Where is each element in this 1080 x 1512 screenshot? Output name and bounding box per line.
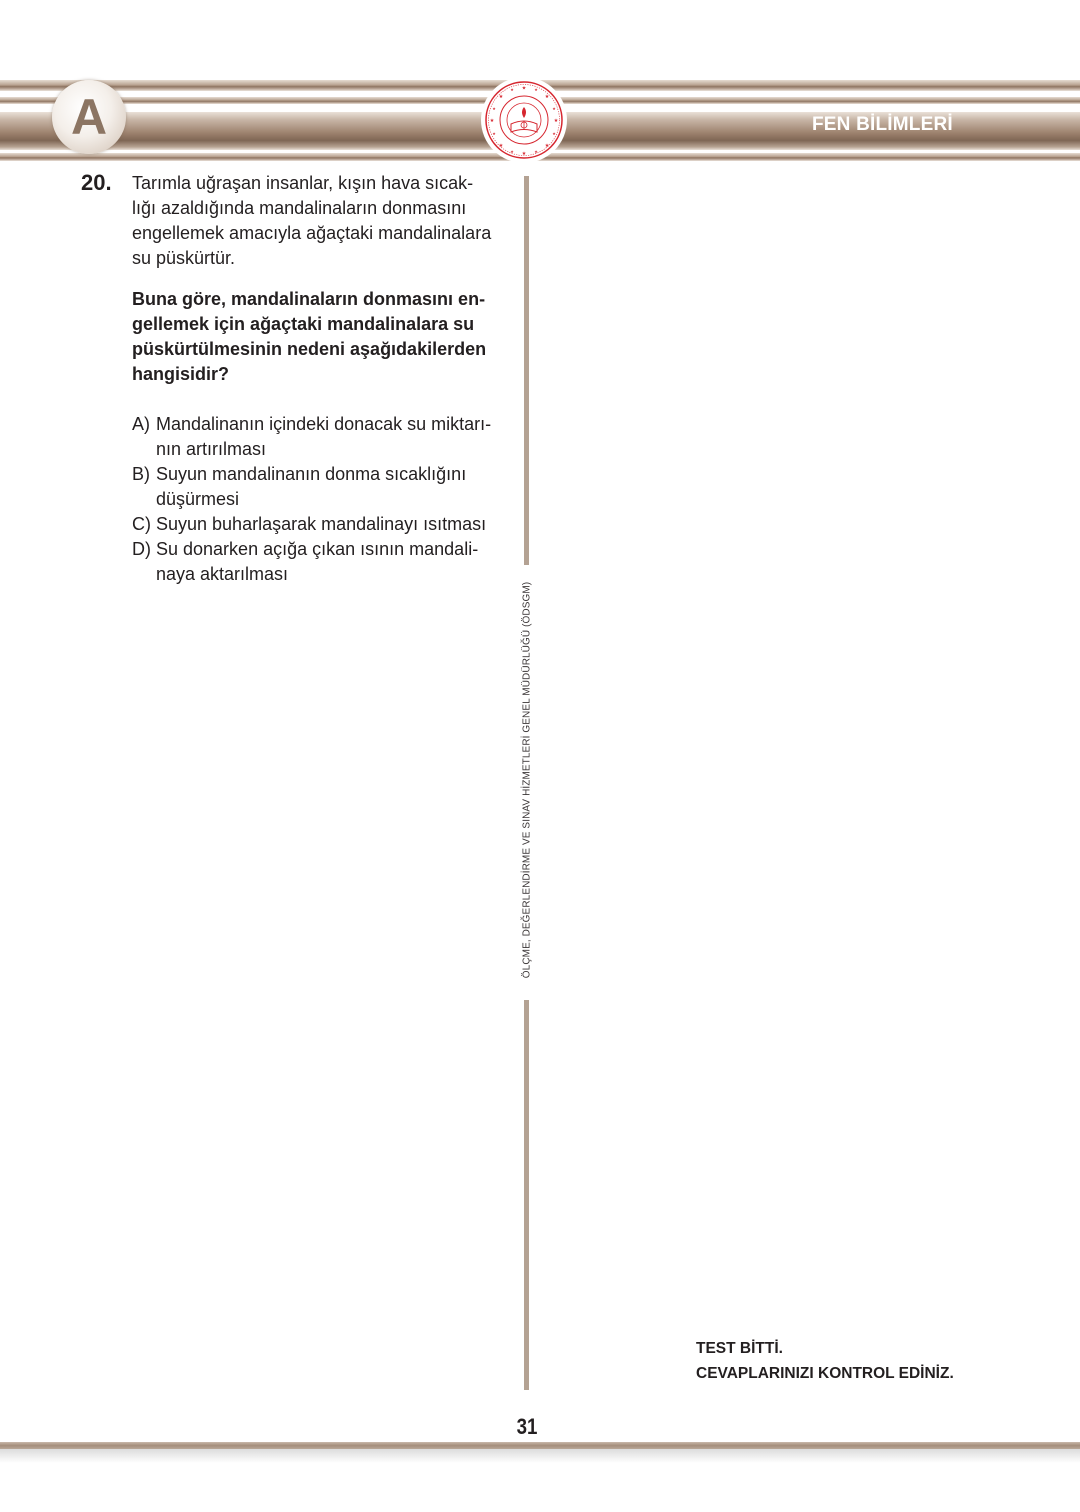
column-divider	[524, 1000, 529, 1390]
question-text	[132, 171, 517, 271]
option-text: naya aktarılması	[156, 564, 289, 584]
end-note-line: TEST BİTTİ.	[696, 1340, 783, 1357]
svg-text:★: ★	[492, 131, 496, 136]
question-line: lığı azaldığında mandalinaların donmasını	[132, 198, 467, 218]
option-a[interactable]	[132, 412, 517, 462]
svg-text:★: ★	[498, 94, 504, 100]
svg-text:★: ★	[492, 106, 496, 111]
svg-text:★: ★	[544, 143, 550, 149]
question-line: Tarımla uğraşan insanlar, kışın hava sıcak-	[132, 173, 474, 193]
stem-line: püskürtülmesinin nedeni aşağıdakilerden	[132, 339, 487, 359]
svg-text:★: ★	[521, 151, 527, 157]
option-text: nın artırılması	[156, 439, 267, 459]
stem-line: Buna göre, mandalinaların donmasını en-	[132, 289, 486, 309]
question-line: engellemek amacıyla ağaçtaki mandalinalara	[132, 223, 492, 243]
option-text: düşürmesi	[156, 489, 240, 509]
svg-text:★: ★	[552, 106, 556, 111]
answer-options	[132, 412, 517, 587]
svg-text:★: ★	[510, 87, 514, 92]
svg-text:★: ★	[521, 85, 527, 92]
column-divider	[524, 176, 529, 565]
option-text: Suyun mandalinanın donma sıcaklığını	[156, 464, 467, 484]
svg-text:★: ★	[534, 149, 538, 154]
page-number: 31	[516, 1414, 538, 1439]
test-end-note	[696, 1336, 954, 1386]
question-stem	[132, 287, 517, 387]
option-label: A)	[132, 414, 150, 434]
footer-bar	[0, 1442, 1080, 1449]
option-label: C)	[132, 514, 151, 534]
option-label: D)	[132, 539, 151, 559]
option-b[interactable]	[132, 462, 517, 512]
option-text: Mandalinanın içindeki donacak su miktarı-	[156, 414, 492, 434]
svg-text:★: ★	[534, 87, 538, 92]
option-c[interactable]	[132, 512, 517, 537]
footer-shadow	[0, 1449, 1080, 1463]
end-note-line: CEVAPLARINIZI KONTROL EDİNİZ.	[696, 1365, 954, 1382]
question-body	[132, 171, 517, 587]
svg-text:★: ★	[544, 94, 550, 100]
stem-line: hangisidir?	[132, 364, 230, 384]
question-line: su püskürtür.	[132, 248, 236, 268]
option-text: Suyun buharlaşarak mandalinayı ısıtması	[156, 514, 487, 534]
publisher-credit: ÖLÇME, DEĞERLENDİRME VE SINAV HİZMETLERİ GENEL MÜDÜRLÜĞÜ (ÖDSGM)	[521, 581, 533, 979]
svg-text:★: ★	[498, 143, 504, 149]
stem-line: gellemek için ağaçtaki mandalinalara su	[132, 314, 475, 334]
question-number: 20.	[81, 170, 112, 195]
option-text: Su donarken açığa çıkan ısının mandali-	[156, 539, 479, 559]
booklet-type-badge	[52, 80, 126, 154]
option-d[interactable]	[132, 537, 517, 587]
svg-text:★: ★	[489, 118, 495, 124]
booklet-letter: A	[70, 89, 108, 145]
svg-text:★: ★	[553, 118, 559, 124]
svg-text:★: ★	[510, 149, 514, 154]
page-header	[0, 78, 1080, 162]
subject-title: FEN BİLİMLERİ	[812, 114, 953, 135]
meb-seal-icon	[481, 77, 567, 163]
svg-text:★: ★	[552, 131, 556, 136]
option-label: B)	[132, 464, 150, 484]
